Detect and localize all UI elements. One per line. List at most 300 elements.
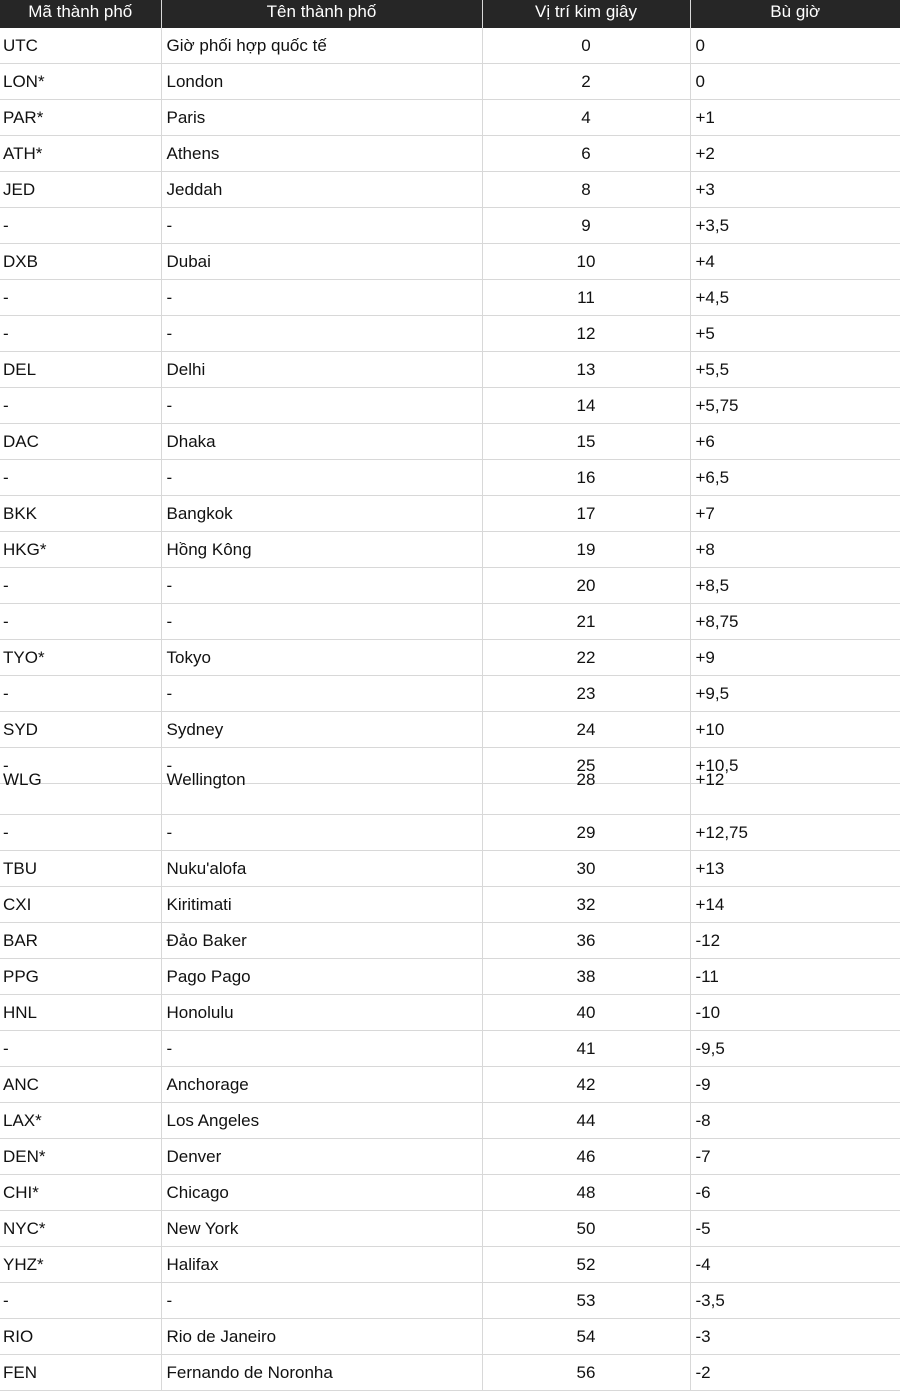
city-code-cell — [0, 424, 161, 460]
city-name-cell-text: Paris — [166, 107, 206, 127]
time-offset-cell — [690, 1139, 900, 1175]
city-name-cell — [161, 851, 482, 887]
city-code-cell — [0, 676, 161, 712]
city-code-cell — [0, 1067, 161, 1103]
time-offset-cell-text: -8 — [695, 1110, 711, 1130]
city-name-cell-text: - — [166, 1038, 173, 1058]
city-name-cell — [161, 208, 482, 244]
city-code-cell — [0, 1283, 161, 1319]
time-offset-cell-text: +7 — [695, 503, 715, 523]
header-row — [0, 0, 900, 28]
second-hand-position-cell — [482, 1319, 690, 1355]
time-offset-cell — [690, 568, 900, 604]
table-row — [0, 676, 900, 712]
time-offset-cell — [690, 172, 900, 208]
time-offset-cell — [690, 244, 900, 280]
second-hand-position-cell-text: 15 — [576, 431, 596, 451]
second-hand-position-cell — [482, 923, 690, 959]
city-name-cell — [161, 136, 482, 172]
time-offset-cell — [690, 851, 900, 887]
city-code-cell — [0, 64, 161, 100]
time-offset-cell — [690, 460, 900, 496]
time-offset-cell-text: 0 — [695, 71, 705, 91]
second-hand-position-cell-text: 25 — [576, 755, 596, 775]
second-hand-position-cell — [482, 1355, 690, 1391]
city-code-cell — [0, 1355, 161, 1391]
time-offset-cell-text: -7 — [695, 1146, 711, 1166]
city-name-cell — [161, 1103, 482, 1139]
second-hand-position-cell-text: 56 — [576, 1362, 596, 1382]
city-code-cell — [0, 640, 161, 676]
table-row — [0, 424, 900, 460]
city-code-cell-text: - — [3, 215, 9, 235]
second-hand-position-cell-text: 46 — [576, 1146, 596, 1166]
city-code-cell — [0, 316, 161, 352]
city-code-cell-text: WLG — [3, 770, 42, 789]
time-offset-cell — [690, 1175, 900, 1211]
city-code-cell-text: - — [3, 287, 9, 307]
city-code-cell — [0, 1319, 161, 1355]
second-hand-position-cell — [482, 1067, 690, 1103]
second-hand-position-cell-text: 17 — [576, 503, 596, 523]
table-row — [0, 851, 900, 887]
city-code-cell-text: DEL — [3, 359, 37, 379]
second-hand-position-cell-text: 0 — [581, 35, 591, 55]
city-name-cell-text: Fernando de Noronha — [166, 1362, 333, 1382]
city-code-cell — [0, 388, 161, 424]
time-offset-cell-text: +5 — [695, 323, 715, 343]
city-name-cell-text: Dhaka — [166, 431, 216, 451]
table-row — [0, 959, 900, 995]
city-name-cell-text: Rio de Janeiro — [166, 1326, 277, 1346]
city-name-cell — [161, 424, 482, 460]
time-offset-cell-text: -6 — [695, 1182, 711, 1202]
table-row — [0, 923, 900, 959]
city-name-cell — [161, 172, 482, 208]
header-city-code: Mã thành phố — [0, 0, 161, 28]
city-name-cell — [161, 28, 482, 64]
time-offset-cell-text: +3,5 — [695, 215, 730, 235]
time-offset-cell-text: -9 — [695, 1074, 711, 1094]
time-offset-cell — [690, 1283, 900, 1319]
city-code-cell-text: ANC — [3, 1074, 39, 1094]
city-code-cell-text: SYD — [3, 719, 38, 739]
second-hand-position-cell — [482, 352, 690, 388]
time-offset-cell — [690, 64, 900, 100]
time-offset-cell — [690, 28, 900, 64]
second-hand-position-cell-text: 6 — [581, 143, 591, 163]
time-offset-cell — [690, 424, 900, 460]
table-row — [0, 712, 900, 748]
second-hand-position-cell-text: 16 — [576, 467, 596, 487]
city-name-cell-text: - — [166, 822, 173, 842]
time-offset-cell-text: 0 — [695, 35, 705, 55]
city-name-cell — [161, 1319, 482, 1355]
city-name-cell-text: Tokyo — [166, 647, 211, 667]
city-code-cell — [0, 1247, 161, 1283]
time-offset-cell-text: +9 — [695, 647, 715, 667]
time-offset-cell — [690, 604, 900, 640]
city-name-cell-text: Los Angeles — [166, 1110, 260, 1130]
second-hand-position-cell-text: 14 — [576, 395, 596, 415]
second-hand-position-cell — [482, 1103, 690, 1139]
time-offset-cell — [690, 496, 900, 532]
city-name-cell-text: - — [166, 215, 173, 235]
time-offset-cell-text: +10,5 — [695, 755, 739, 775]
city-name-cell-text: Giờ phối hợp quốc tế — [166, 35, 327, 55]
city-name-cell — [161, 640, 482, 676]
table-row — [0, 748, 900, 784]
city-name-cell — [161, 712, 482, 748]
time-offset-cell — [690, 100, 900, 136]
city-code-cell-text: JED — [3, 179, 36, 199]
second-hand-position-cell-text: 40 — [576, 1002, 596, 1022]
city-code-cell-text: YHZ* — [3, 1254, 44, 1274]
city-name-cell-text: London — [166, 71, 224, 91]
time-offset-cell-text: -12 — [695, 930, 721, 950]
city-name-cell-text: Denver — [166, 1146, 222, 1166]
second-hand-position-cell-text: 38 — [576, 966, 596, 986]
city-name-cell-text: - — [166, 683, 173, 703]
city-name-cell-text: Bangkok — [166, 503, 233, 523]
city-code-cell-text: CHI* — [3, 1182, 39, 1202]
second-hand-position-cell-text: 12 — [576, 323, 596, 343]
city-name-cell-text: Kiritimati — [166, 894, 232, 914]
city-name-cell — [161, 604, 482, 640]
time-offset-cell-text: -4 — [695, 1254, 711, 1274]
city-code-cell-text: TYO* — [3, 647, 45, 667]
city-name-cell — [161, 1355, 482, 1391]
city-name-cell — [161, 352, 482, 388]
city-name-cell — [161, 532, 482, 568]
second-hand-position-cell — [482, 388, 690, 424]
city-code-cell-text: - — [3, 323, 9, 343]
city-name-cell-text: Pago Pago — [166, 966, 251, 986]
city-code-cell-text: TBU — [3, 858, 37, 878]
table-row — [0, 28, 900, 64]
city-code-cell — [0, 352, 161, 388]
second-hand-position-cell — [482, 424, 690, 460]
time-offset-cell — [690, 1031, 900, 1067]
time-offset-cell — [690, 640, 900, 676]
city-name-cell — [161, 460, 482, 496]
table-row — [0, 604, 900, 640]
header-second-hand-position: Vị trí kim giây — [482, 0, 690, 28]
second-hand-position-cell — [482, 712, 690, 748]
time-offset-cell-text: -3,5 — [695, 1290, 725, 1310]
second-hand-position-cell-text: 54 — [576, 1326, 596, 1346]
city-code-cell — [0, 923, 161, 959]
time-offset-cell-text: +4,5 — [695, 287, 730, 307]
city-name-cell — [161, 815, 482, 851]
time-offset-cell — [690, 1319, 900, 1355]
time-offset-cell — [690, 208, 900, 244]
table-row — [0, 568, 900, 604]
second-hand-position-cell-text: 41 — [576, 1038, 596, 1058]
table-row — [0, 1103, 900, 1139]
city-code-cell-text: LON* — [3, 71, 45, 91]
city-code-cell-text: - — [3, 467, 9, 487]
city-name-cell-text: - — [166, 611, 173, 631]
city-code-cell — [0, 1139, 161, 1175]
second-hand-position-cell — [482, 887, 690, 923]
second-hand-position-cell-text: 42 — [576, 1074, 596, 1094]
city-code-cell-text: PAR* — [3, 107, 44, 127]
city-code-cell-text: PPG — [3, 966, 39, 986]
time-offset-cell-text: -3 — [695, 1326, 711, 1346]
city-code-cell — [0, 136, 161, 172]
time-offset-cell — [690, 280, 900, 316]
second-hand-position-cell-text: 20 — [576, 575, 596, 595]
time-offset-cell — [690, 712, 900, 748]
table-row — [0, 1355, 900, 1391]
city-code-cell — [0, 244, 161, 280]
city-name-cell-text: - — [166, 323, 173, 343]
second-hand-position-cell-text: 24 — [576, 719, 596, 739]
city-name-cell — [161, 1139, 482, 1175]
second-hand-position-cell-text: 10 — [576, 251, 596, 271]
second-hand-position-cell-text: 4 — [581, 107, 591, 127]
table-row — [0, 460, 900, 496]
time-offset-cell-text: -9,5 — [695, 1038, 725, 1058]
second-hand-position-cell-text: 13 — [576, 359, 596, 379]
time-offset-cell-text: +6,5 — [695, 467, 730, 487]
city-name-cell-text: Athens — [166, 143, 220, 163]
table-row — [0, 1283, 900, 1319]
table-row — [0, 1211, 900, 1247]
table-row — [0, 1247, 900, 1283]
city-name-cell-text: Hồng Kông — [166, 539, 252, 559]
second-hand-position-cell — [482, 995, 690, 1031]
city-name-cell — [161, 959, 482, 995]
second-hand-position-cell — [482, 1211, 690, 1247]
city-code-cell-text: HNL — [3, 1002, 38, 1022]
city-code-cell-text: DXB — [3, 251, 38, 271]
city-code-cell-text: - — [3, 611, 9, 631]
city-code-cell-text: ATH* — [3, 143, 43, 163]
table-body — [0, 28, 900, 1391]
time-offset-cell-text: +14 — [695, 894, 725, 914]
city-code-cell — [0, 1103, 161, 1139]
time-offset-cell — [690, 815, 900, 851]
table-row — [0, 496, 900, 532]
city-code-cell — [0, 712, 161, 748]
time-offset-cell-text: +4 — [695, 251, 715, 271]
city-code-cell — [0, 280, 161, 316]
table-row — [0, 1139, 900, 1175]
city-code-cell — [0, 532, 161, 568]
city-code-cell — [0, 770, 161, 815]
time-offset-cell-text: +12,75 — [695, 822, 748, 842]
time-offset-cell — [690, 136, 900, 172]
city-name-cell — [161, 568, 482, 604]
second-hand-position-cell — [482, 316, 690, 352]
second-hand-position-cell — [482, 568, 690, 604]
city-name-cell-text: Wellington — [166, 770, 246, 789]
city-code-cell-text: HKG* — [3, 539, 47, 559]
second-hand-position-cell — [482, 604, 690, 640]
city-code-cell-text: - — [3, 395, 9, 415]
city-code-cell — [0, 496, 161, 532]
city-name-cell — [161, 316, 482, 352]
second-hand-position-cell — [482, 959, 690, 995]
second-hand-position-cell-text: 23 — [576, 683, 596, 703]
time-offset-cell — [690, 887, 900, 923]
second-hand-position-cell — [482, 280, 690, 316]
second-hand-position-cell-text: 50 — [576, 1218, 596, 1238]
time-offset-cell-text: +9,5 — [695, 683, 730, 703]
time-offset-cell-text: +8,75 — [695, 611, 739, 631]
city-name-cell-text: Delhi — [166, 359, 206, 379]
time-offset-cell-text: +10 — [695, 719, 725, 739]
city-name-cell — [161, 770, 482, 815]
city-code-cell-text: BKK — [3, 503, 38, 523]
second-hand-position-cell — [482, 136, 690, 172]
city-code-cell-text: - — [3, 683, 9, 703]
second-hand-position-cell — [482, 172, 690, 208]
city-code-cell — [0, 1175, 161, 1211]
time-offset-cell — [690, 1355, 900, 1391]
city-code-cell-text: DEN* — [3, 1146, 46, 1166]
time-offset-cell-text: -5 — [695, 1218, 711, 1238]
header-city-name: Tên thành phố — [161, 0, 482, 28]
table-row — [0, 316, 900, 352]
time-offset-cell-text: +6 — [695, 431, 715, 451]
second-hand-position-cell — [482, 1139, 690, 1175]
time-offset-cell — [690, 1067, 900, 1103]
city-name-cell — [161, 1175, 482, 1211]
time-offset-cell-text: +8,5 — [695, 575, 730, 595]
city-code-cell — [0, 887, 161, 923]
city-code-cell-text: RIO — [3, 1326, 34, 1346]
time-offset-cell — [690, 1103, 900, 1139]
city-name-cell-text: Sydney — [166, 719, 224, 739]
city-code-cell — [0, 815, 161, 851]
time-offset-cell — [690, 1247, 900, 1283]
second-hand-position-cell-text: 22 — [576, 647, 596, 667]
time-offset-cell-text: +5,5 — [695, 359, 730, 379]
time-offset-cell-text: +2 — [695, 143, 715, 163]
city-code-cell — [0, 568, 161, 604]
city-name-cell-text: - — [166, 1290, 173, 1310]
table-header — [0, 0, 900, 28]
city-name-cell — [161, 995, 482, 1031]
city-name-cell — [161, 887, 482, 923]
city-name-cell — [161, 1247, 482, 1283]
time-offset-cell — [690, 352, 900, 388]
table-row — [0, 172, 900, 208]
city-name-cell-text: - — [166, 755, 173, 775]
city-code-cell — [0, 172, 161, 208]
city-code-cell-text: - — [3, 575, 9, 595]
city-name-cell-text: Chicago — [166, 1182, 229, 1202]
second-hand-position-cell — [482, 64, 690, 100]
second-hand-position-cell — [482, 676, 690, 712]
second-hand-position-cell — [482, 640, 690, 676]
time-offset-cell — [690, 770, 900, 815]
city-code-cell — [0, 1031, 161, 1067]
second-hand-position-cell-text: 2 — [581, 71, 591, 91]
second-hand-position-cell-text: 44 — [576, 1110, 596, 1130]
city-name-cell-text: - — [166, 287, 173, 307]
city-code-cell — [0, 995, 161, 1031]
time-offset-cell-text: +8 — [695, 539, 715, 559]
city-code-cell-text: - — [3, 822, 9, 842]
second-hand-position-cell-text: 48 — [576, 1182, 596, 1202]
city-code-cell-text: FEN — [3, 1362, 37, 1382]
time-offset-cell-text: -11 — [695, 966, 719, 986]
city-code-cell — [0, 604, 161, 640]
second-hand-position-cell — [482, 851, 690, 887]
table-row — [0, 532, 900, 568]
table-row — [0, 1031, 900, 1067]
city-name-cell-text: Đảo Baker — [166, 930, 247, 950]
time-offset-cell-text: +1 — [695, 107, 715, 127]
city-name-cell-text: - — [166, 575, 173, 595]
city-code-cell-text: CXI — [3, 894, 32, 914]
second-hand-position-cell-text: 52 — [576, 1254, 596, 1274]
table-row — [0, 64, 900, 100]
city-name-cell-text: Anchorage — [166, 1074, 249, 1094]
second-hand-position-cell-text: 9 — [581, 215, 591, 235]
second-hand-position-cell-text: 11 — [577, 287, 595, 307]
second-hand-position-cell-text: 30 — [576, 858, 596, 878]
table-row — [0, 208, 900, 244]
time-offset-cell-text: +12 — [695, 770, 725, 789]
city-code-cell — [0, 1211, 161, 1247]
table-row — [0, 280, 900, 316]
second-hand-position-cell-text: 8 — [581, 179, 591, 199]
city-code-cell-text: UTC — [3, 35, 38, 55]
time-offset-cell-text: -10 — [695, 1002, 721, 1022]
second-hand-position-cell — [482, 208, 690, 244]
second-hand-position-cell-text: 53 — [576, 1290, 596, 1310]
time-offset-cell — [690, 1211, 900, 1247]
city-code-cell-text: LAX* — [3, 1110, 42, 1130]
table-row — [0, 1175, 900, 1211]
time-offset-cell-text: +13 — [695, 858, 725, 878]
city-code-cell-text: DAC — [3, 431, 39, 451]
city-name-cell-text: Honolulu — [166, 1002, 234, 1022]
city-name-cell — [161, 676, 482, 712]
city-name-cell-text: Halifax — [166, 1254, 219, 1274]
time-offset-cell — [690, 995, 900, 1031]
city-code-cell-text: - — [3, 1290, 9, 1310]
second-hand-position-cell — [482, 496, 690, 532]
table-row — [0, 388, 900, 424]
city-name-cell — [161, 280, 482, 316]
second-hand-position-cell — [482, 28, 690, 64]
city-code-cell-text: NYC* — [3, 1218, 46, 1238]
second-hand-position-cell — [482, 1031, 690, 1067]
table-row — [0, 244, 900, 280]
second-hand-position-cell-text: 32 — [576, 894, 596, 914]
city-code-cell-text: - — [3, 1038, 9, 1058]
second-hand-position-cell-text: 19 — [576, 539, 596, 559]
city-code-cell — [0, 959, 161, 995]
second-hand-position-cell — [482, 1175, 690, 1211]
table-row — [0, 640, 900, 676]
second-hand-position-cell — [482, 1247, 690, 1283]
city-name-cell-text: Dubai — [166, 251, 211, 271]
time-offset-cell — [690, 316, 900, 352]
second-hand-position-cell — [482, 244, 690, 280]
second-hand-position-cell — [482, 770, 690, 815]
header-time-offset: Bù giờ — [690, 0, 900, 28]
city-name-cell-text: Nuku'alofa — [166, 858, 247, 878]
second-hand-position-cell — [482, 532, 690, 568]
time-offset-cell — [690, 959, 900, 995]
